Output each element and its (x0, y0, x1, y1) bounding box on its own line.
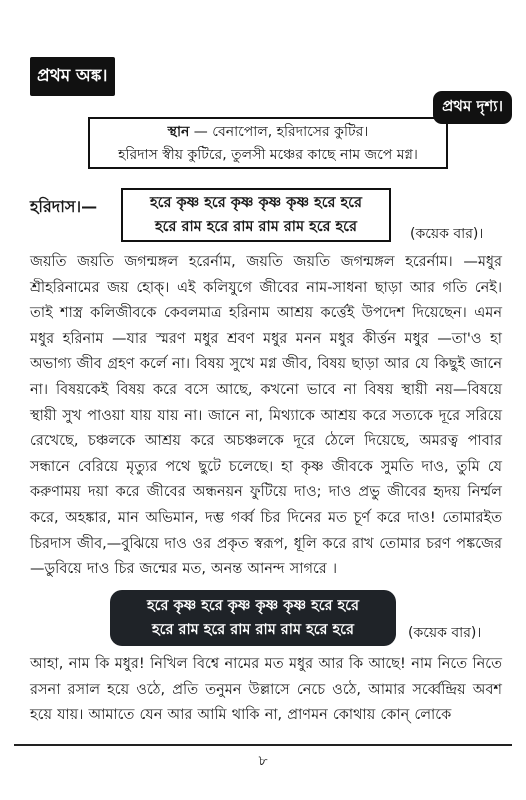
dialogue-text-2: আহা, নাম কি মধুর! নিখিল বিশ্বে নামের মত মধুর আর কি আছে! নাম নিতে নিতে রসনা রসাল হয়ে ওঠে, প্রতি তনুমন উল্লাসে নেচে ওঠে, আমার সর্ব্বেন্দ্রিয় অবশ হয়ে যায়। আমাতে যেন আর আমি থাকি না, প্রাণমন কোথায় কোন্ লোকে (30, 656, 502, 724)
dialogue-paragraph (30, 250, 502, 583)
scene-heading: প্রথম দৃশ্য। (433, 91, 512, 124)
setting-place-line (90, 121, 446, 144)
chant-line-1: হরে কৃষ্ণ হরে কৃষ্ণ কৃষ্ণ কৃষ্ণ হরে হরে (150, 195, 362, 211)
setting-place-value: — বেনাপোল, হরিদাসের কুটির। (189, 124, 369, 140)
chant-repeat-line-1: হরে কৃষ্ণ হরে কৃষ্ণ কৃষ্ণ কৃষ্ণ হরে হরে (147, 598, 359, 614)
chant-highlight-box (110, 590, 396, 646)
page-number: ৮ (258, 753, 268, 769)
speaker-name: হরিদাস।— (30, 197, 98, 216)
footer-divider (14, 744, 512, 746)
dialogue-text: জয়তি জয়তি জগন্মঙ্গল হরের্নাম, জয়তি জয়তি জগন্মঙ্গল হরের্নাম। —মধুর শ্রীহরিনামের জয় হোক্। এই কলিযুগে জীবের নাম-সাধনা ছাড়া আর গতি নেই। তাই শাস্ত্র কলিজীবকে কেবলমাত্র হরিনাম আশ্রয় কর্ত্তেই উপদেশ দিয়েছেন। এমন মধুর হরিনাম —যার স্মরণ মধুর শ্রবণ মধুর মনন মধুর কীর্ত্তন মধুর —তা'ও হা অভাগ্য জীব গ্রহণ কর্লে না। বিষয় সুখে মগ্ন জীব, বিষয় ছাড়া আর যে কিছুই জানে না। বিষয়কেই বিষয় করে বসে আছে, কখনো ভাবে না বিষয় স্থায়ী নয়—বিষয়ে স্থায়ী সুখ পাওয়া যায় যায় না। জানে না, মিথ্যাকে আশ্রয় করে সত্যকে দূরে সরিয়ে রেখেছে, চঞ্চলকে আশ্রয় করে অচঞ্চলকে দূরে ঠেলে দিয়েছে, অমরত্ব পাবার সন্ধানে বেরিয়ে মৃত্যুর পথে ছুটে চলেছে। হা কৃষ্ণ জীবকে সুমতি দাও, তুমি যে করুণাময় দয়া করে জীবের অন্ধনয়ন ফুটিয়ে দাও; দাও প্রভু জীবের হৃদয় নির্ম্মল করে, অহঙ্কার, মান অভিমান, দম্ভ গর্ব্ব চির দিনের মত চূর্ণ করে দাও! তোমারইত চিরদাস জীব,—বুঝিয়ে দাও ওর প্রকৃত স্বরূপ, ধূলি করে রাখ তোমার চরণ পঙ্কজের —ডুবিয়ে দাও চির জন্মের মত, অনন্ত আনন্দ সাগরে । (30, 254, 502, 578)
chant-box (121, 188, 391, 242)
act-heading: প্রথম অঙ্ক। (30, 57, 115, 96)
chant-repeat-line-2: হরে রাম হরে রাম রাম রাম হরে হরে (152, 622, 354, 638)
chant-line-2: হরে রাম হরে রাম রাম রাম হরে হরে (155, 219, 357, 235)
setting-place-label: স্থান (167, 124, 190, 140)
setting-description: হরিদাস স্বীয় কুটিরে, তুলসী মঞ্চের কাছে নাম জপে মগ্ন। (118, 147, 418, 163)
stage-setting-box (88, 117, 448, 169)
dialogue-paragraph-2 (30, 652, 502, 729)
repeat-note: (কয়েক বার)। (410, 226, 484, 242)
repeat-note-2: (কয়েক বার)। (408, 625, 482, 641)
